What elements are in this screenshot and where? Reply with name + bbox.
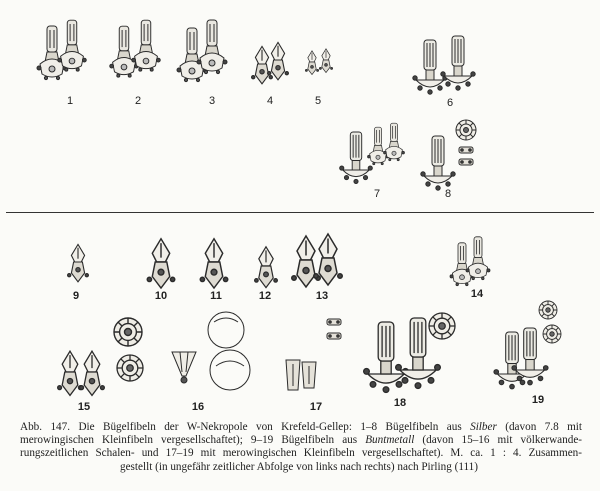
caption-line-4: gestellt (in ungefähr zeitlicher Abfolge von links nach rechts) nach Pirling (111) xyxy=(120,460,478,473)
fibula-3 xyxy=(177,20,227,82)
label-fibula-9: 9 xyxy=(72,290,80,302)
fibula-19 xyxy=(494,301,561,389)
caption-line-2: merowingischen Kleinfibeln vergesellschaftet); 9–19 Bügelfibeln aus Buntmetall (davon 15–16 mit völkerwande- xyxy=(20,434,583,447)
label-fibula-2: 2 xyxy=(134,95,142,107)
label-fibula-11: 11 xyxy=(210,290,222,302)
label-fibula-1: 1 xyxy=(66,95,74,107)
caption-line-3: rungszeitlichen Schalen- und 17–19 mit merowingischen Kleinfibeln vergesellschaftet). M. ca. 1 : 4. Zusammen- xyxy=(20,447,582,460)
label-fibula-18: 18 xyxy=(393,397,407,409)
fibula-1 xyxy=(37,20,86,79)
caption-line-1: Abb. 147. Die Bügelfibeln der W-Nekropole von Krefeld-Gellep: 1–8 Bügelfibeln aus Silber (davon 7.8 mit xyxy=(20,421,583,433)
label-fibula-16: 16 xyxy=(191,401,205,413)
label-fibula-15: 15 xyxy=(77,401,91,413)
fibula-6 xyxy=(413,36,475,94)
label-fibula-14: 14 xyxy=(470,288,484,300)
label-fibula-3: 3 xyxy=(208,95,216,107)
figure-caption xyxy=(20,421,582,474)
label-fibula-6: 6 xyxy=(446,97,454,109)
fibula-11 xyxy=(200,239,228,288)
fibula-8 xyxy=(421,120,476,190)
fibula-2 xyxy=(110,20,161,77)
label-fibula-19: 19 xyxy=(531,394,545,406)
label-fibula-13: 13 xyxy=(315,290,329,302)
fibula-13 xyxy=(292,234,343,287)
label-fibula-5: 5 xyxy=(314,95,322,107)
label-fibula-8: 8 xyxy=(444,188,452,200)
fibula-12 xyxy=(255,247,278,288)
label-fibula-12: 12 xyxy=(258,290,272,302)
fibula-16 xyxy=(172,312,250,390)
fibula-4 xyxy=(252,42,289,83)
fibula-5 xyxy=(305,49,332,75)
label-fibula-4: 4 xyxy=(266,95,274,107)
fibula-14 xyxy=(450,237,490,286)
fibula-18 xyxy=(364,313,455,392)
label-fibula-7: 7 xyxy=(373,188,381,200)
fibula-10 xyxy=(147,239,175,288)
divider-line xyxy=(6,212,594,213)
fibula-7 xyxy=(340,123,405,183)
fibula-9 xyxy=(68,244,89,281)
fibula-17 xyxy=(286,319,341,390)
label-fibula-17: 17 xyxy=(309,401,323,413)
label-fibula-10: 10 xyxy=(154,290,168,302)
fibula-15 xyxy=(58,318,143,395)
